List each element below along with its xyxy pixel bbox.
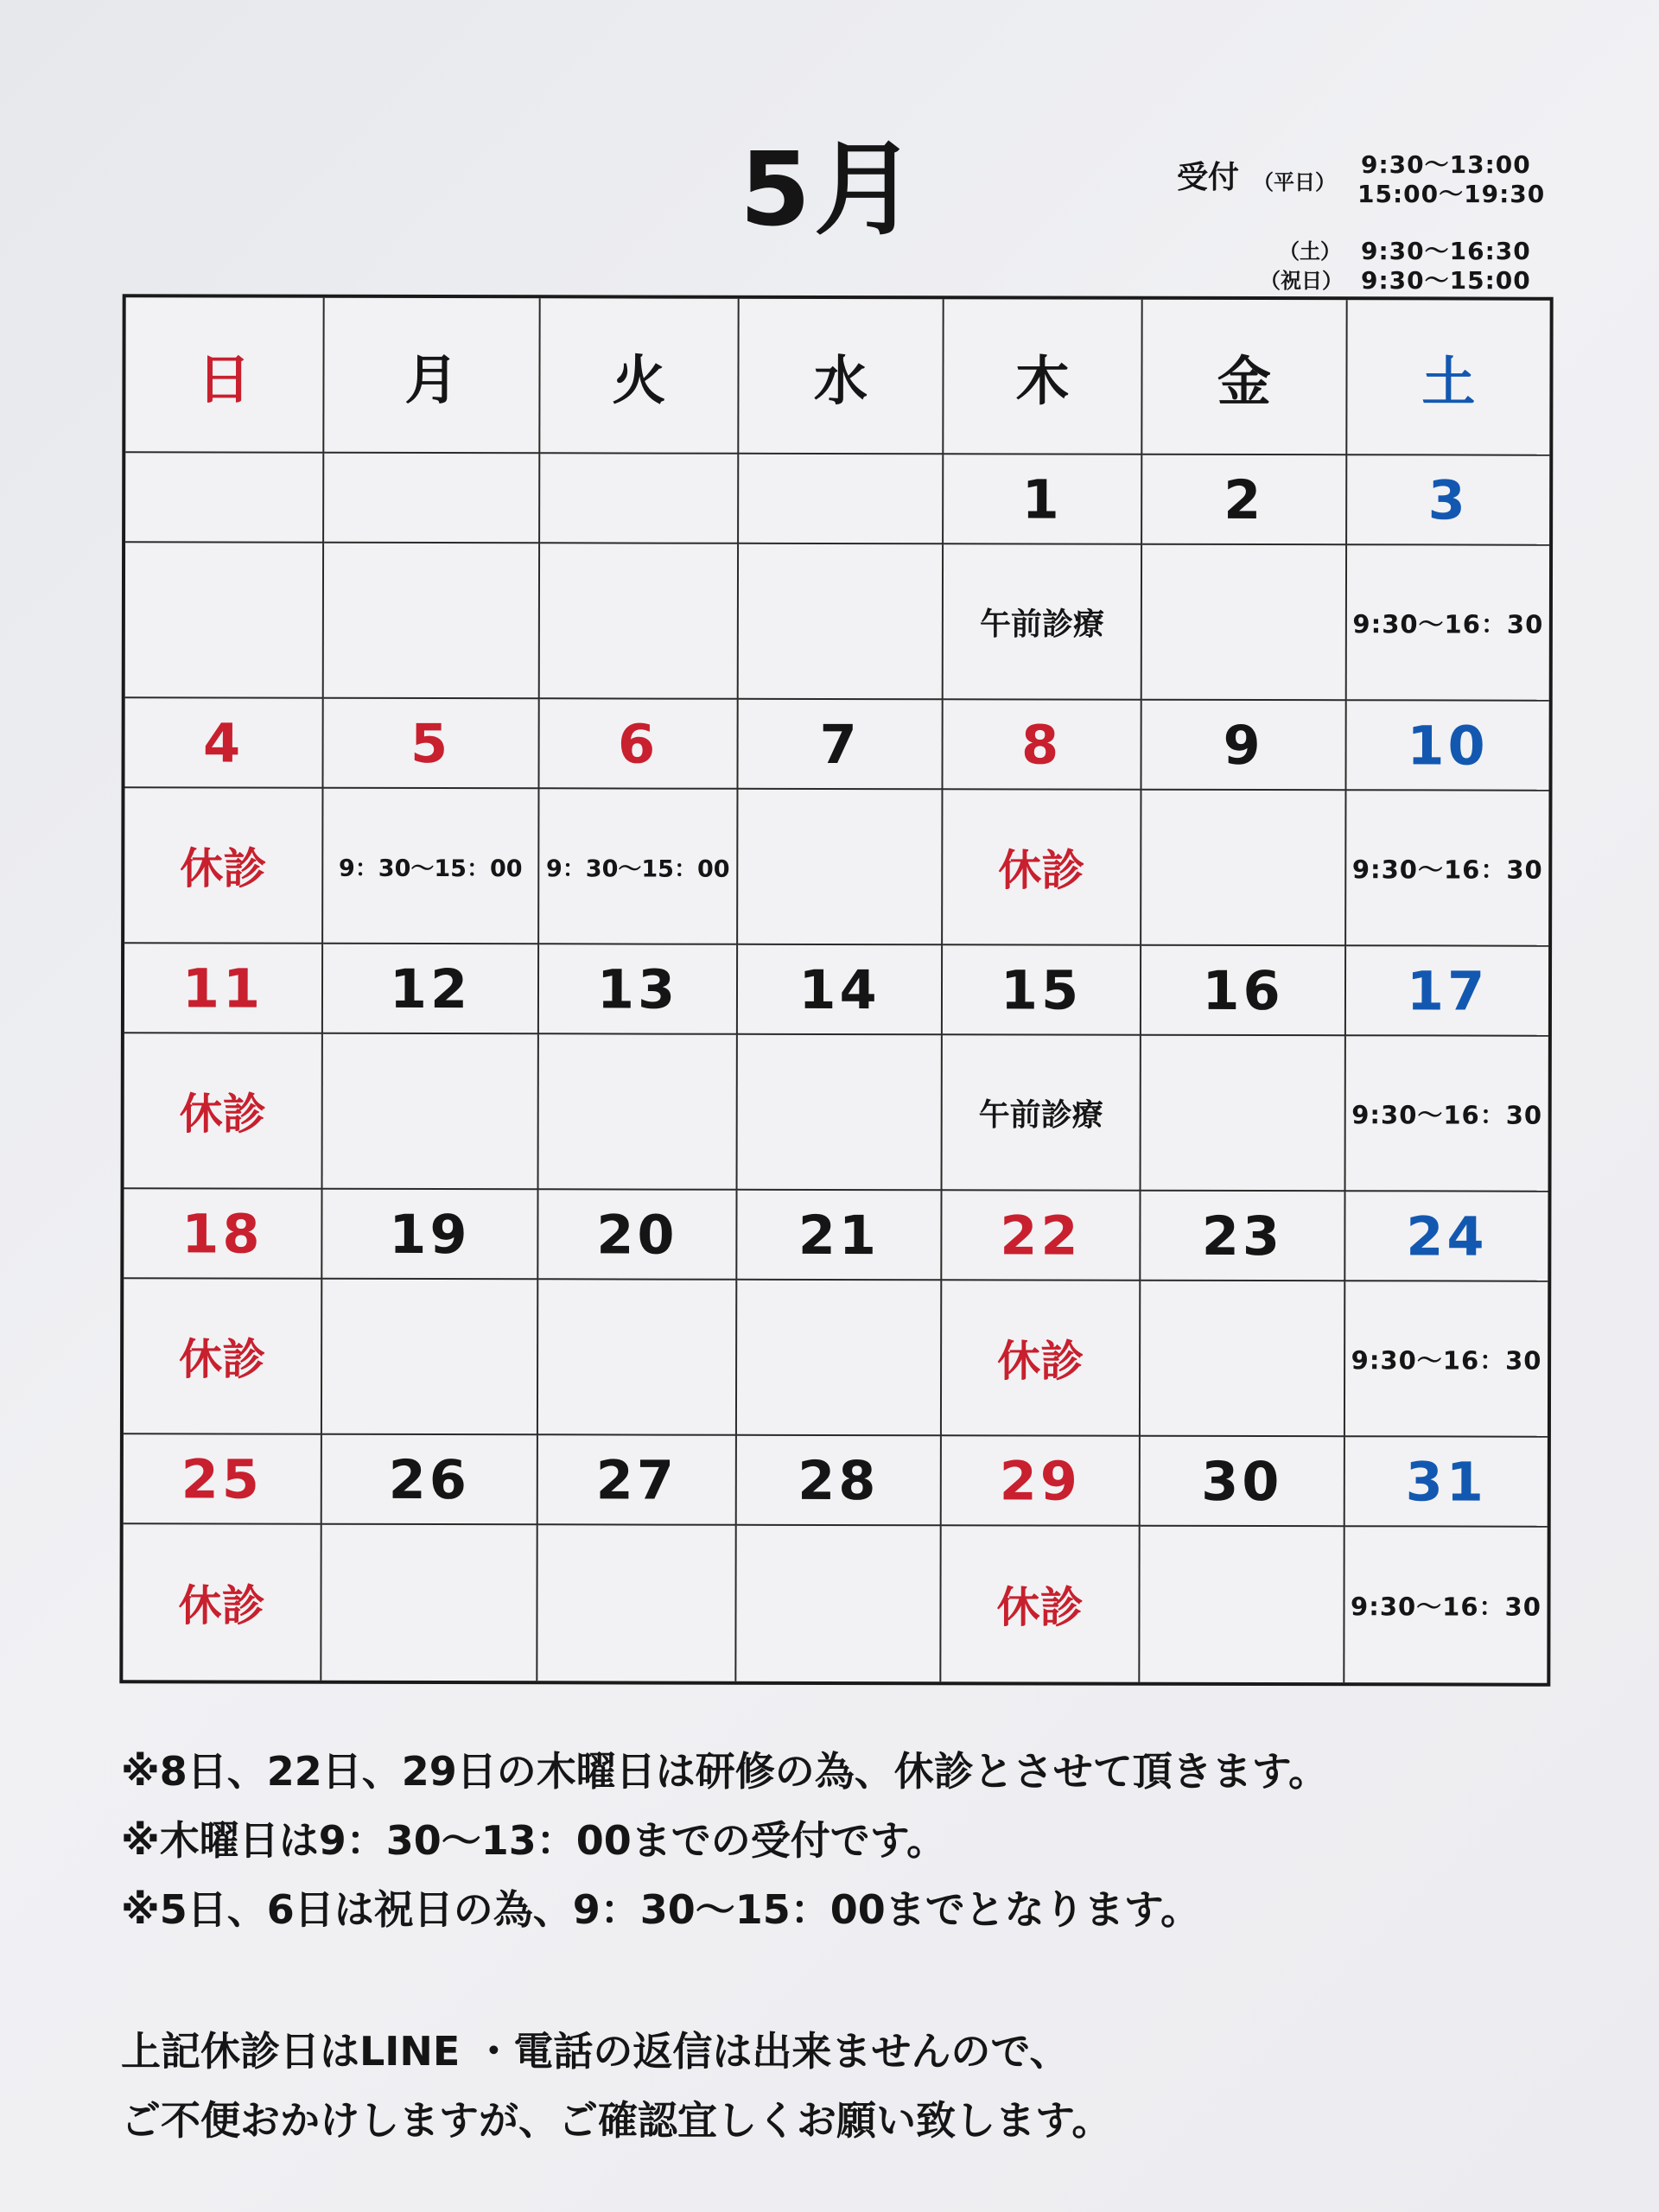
weekday-header: 木 (944, 299, 1142, 454)
day-number: 14 (738, 945, 943, 1035)
day-number: 28 (737, 1436, 942, 1526)
message-line: ご不便おかけしますが、ご確認宜しくお願い致します。 (121, 2097, 1112, 2144)
day-note: 休診 (942, 1281, 1141, 1436)
day-note (737, 1281, 942, 1436)
day-number: 16 (1141, 946, 1346, 1036)
day-note (537, 1525, 736, 1681)
day-note: 9：30〜15：00 (323, 789, 539, 945)
day-number (125, 453, 324, 543)
day-number: 10 (1346, 701, 1548, 791)
reception-label: 受付 (1177, 160, 1240, 195)
day-note: 休診 (123, 1524, 321, 1680)
day-note (1141, 791, 1346, 946)
day-number: 1 (944, 454, 1142, 544)
day-number: 11 (124, 944, 323, 1033)
day-number: 3 (1347, 455, 1549, 545)
page-title: 5月 (739, 130, 920, 249)
day-note (323, 1034, 539, 1191)
day-note (1142, 545, 1347, 701)
day-note: 9:30〜16：30 (1346, 1036, 1548, 1192)
weekday-header: 月 (324, 298, 540, 454)
day-note: 9:30〜16：30 (1351, 1591, 1541, 1622)
day-number: 5 (323, 699, 539, 790)
day-note (125, 543, 324, 698)
day-note (322, 1280, 538, 1436)
day-note: 休診 (941, 1526, 1140, 1681)
day-number: 15 (943, 945, 1141, 1035)
day-number: 24 (1345, 1192, 1548, 1281)
weekday-header: 水 (739, 299, 944, 454)
day-note: 休診 (124, 1279, 322, 1434)
day-note: 休診 (124, 788, 323, 944)
weekday-header: 金 (1142, 300, 1347, 455)
day-number: 7 (738, 700, 943, 790)
weekday-header: 日 (125, 297, 324, 453)
day-note (1141, 1036, 1346, 1192)
day-note (739, 544, 944, 700)
day-number: 30 (1141, 1437, 1345, 1527)
day-number (739, 454, 944, 544)
day-number: 18 (124, 1189, 322, 1279)
holiday-label: （祝日） (1260, 269, 1343, 293)
calendar-grid (119, 294, 1553, 1686)
day-note (738, 1035, 943, 1191)
footer-notes (121, 1737, 1590, 2155)
weekday-time-morning: 9:30〜13:00 (1361, 150, 1531, 179)
note-line: ※木曜日は9：30〜13：00までの受付です。 (121, 1817, 947, 1864)
day-number: 8 (943, 700, 1141, 790)
day-note (538, 1280, 737, 1435)
day-note (539, 1034, 738, 1190)
day-note: 午前診療 (943, 1035, 1141, 1191)
saturday-label: （土） (1279, 239, 1341, 264)
day-note: 9:30〜16：30 (1346, 791, 1548, 946)
day-number: 6 (539, 699, 738, 789)
saturday-time: 9:30〜16:30 (1361, 237, 1531, 265)
day-number: 12 (323, 944, 539, 1035)
day-number: 25 (124, 1434, 322, 1524)
day-number (540, 454, 739, 543)
day-number: 20 (538, 1190, 737, 1280)
note-line: ※8日、22日、29日の木曜日は研修の為、休診とさせて頂きます。 (121, 1748, 1329, 1795)
day-number: 21 (737, 1191, 942, 1281)
day-number: 17 (1346, 946, 1548, 1036)
weekday-label: （平日） (1253, 170, 1336, 194)
reception-hours (1158, 143, 1547, 298)
day-number: 9 (1141, 701, 1346, 791)
day-note (540, 543, 739, 699)
day-note (1140, 1527, 1344, 1682)
day-number: 31 (1345, 1437, 1548, 1527)
day-note: 午前診療 (944, 544, 1142, 700)
day-note (324, 543, 540, 700)
day-number: 27 (538, 1435, 737, 1525)
weekday-header: 土 (1347, 300, 1549, 455)
holiday-time: 9:30〜15:00 (1361, 266, 1531, 295)
day-number: 4 (124, 698, 323, 788)
note-line: ※5日、6日は祝日の為、9：30〜15：00までとなります。 (121, 1886, 1201, 1933)
message-line: 上記休診日はLINE ・電話の返信は出来ませんので、 (121, 2028, 1070, 2075)
day-note: 休診 (943, 790, 1141, 945)
day-number: 29 (942, 1436, 1141, 1526)
day-number: 19 (322, 1190, 538, 1281)
day-note (321, 1525, 537, 1681)
day-number (324, 454, 540, 544)
day-note: 9:30〜16：30 (1345, 1281, 1548, 1437)
day-note: 9:30〜16：30 (1347, 545, 1549, 701)
day-number: 2 (1142, 455, 1347, 545)
day-note: 休診 (124, 1033, 323, 1189)
day-number: 23 (1141, 1192, 1345, 1281)
day-note: 9：30〜15：00 (539, 789, 738, 944)
day-number: 13 (539, 944, 738, 1034)
day-number: 22 (942, 1191, 1141, 1281)
weekday-header: 火 (540, 298, 739, 454)
day-note (736, 1526, 941, 1681)
weekday-time-evening: 15:00〜19:30 (1357, 180, 1546, 208)
day-number: 26 (322, 1435, 538, 1526)
day-note (1141, 1281, 1345, 1437)
day-note (738, 790, 943, 945)
